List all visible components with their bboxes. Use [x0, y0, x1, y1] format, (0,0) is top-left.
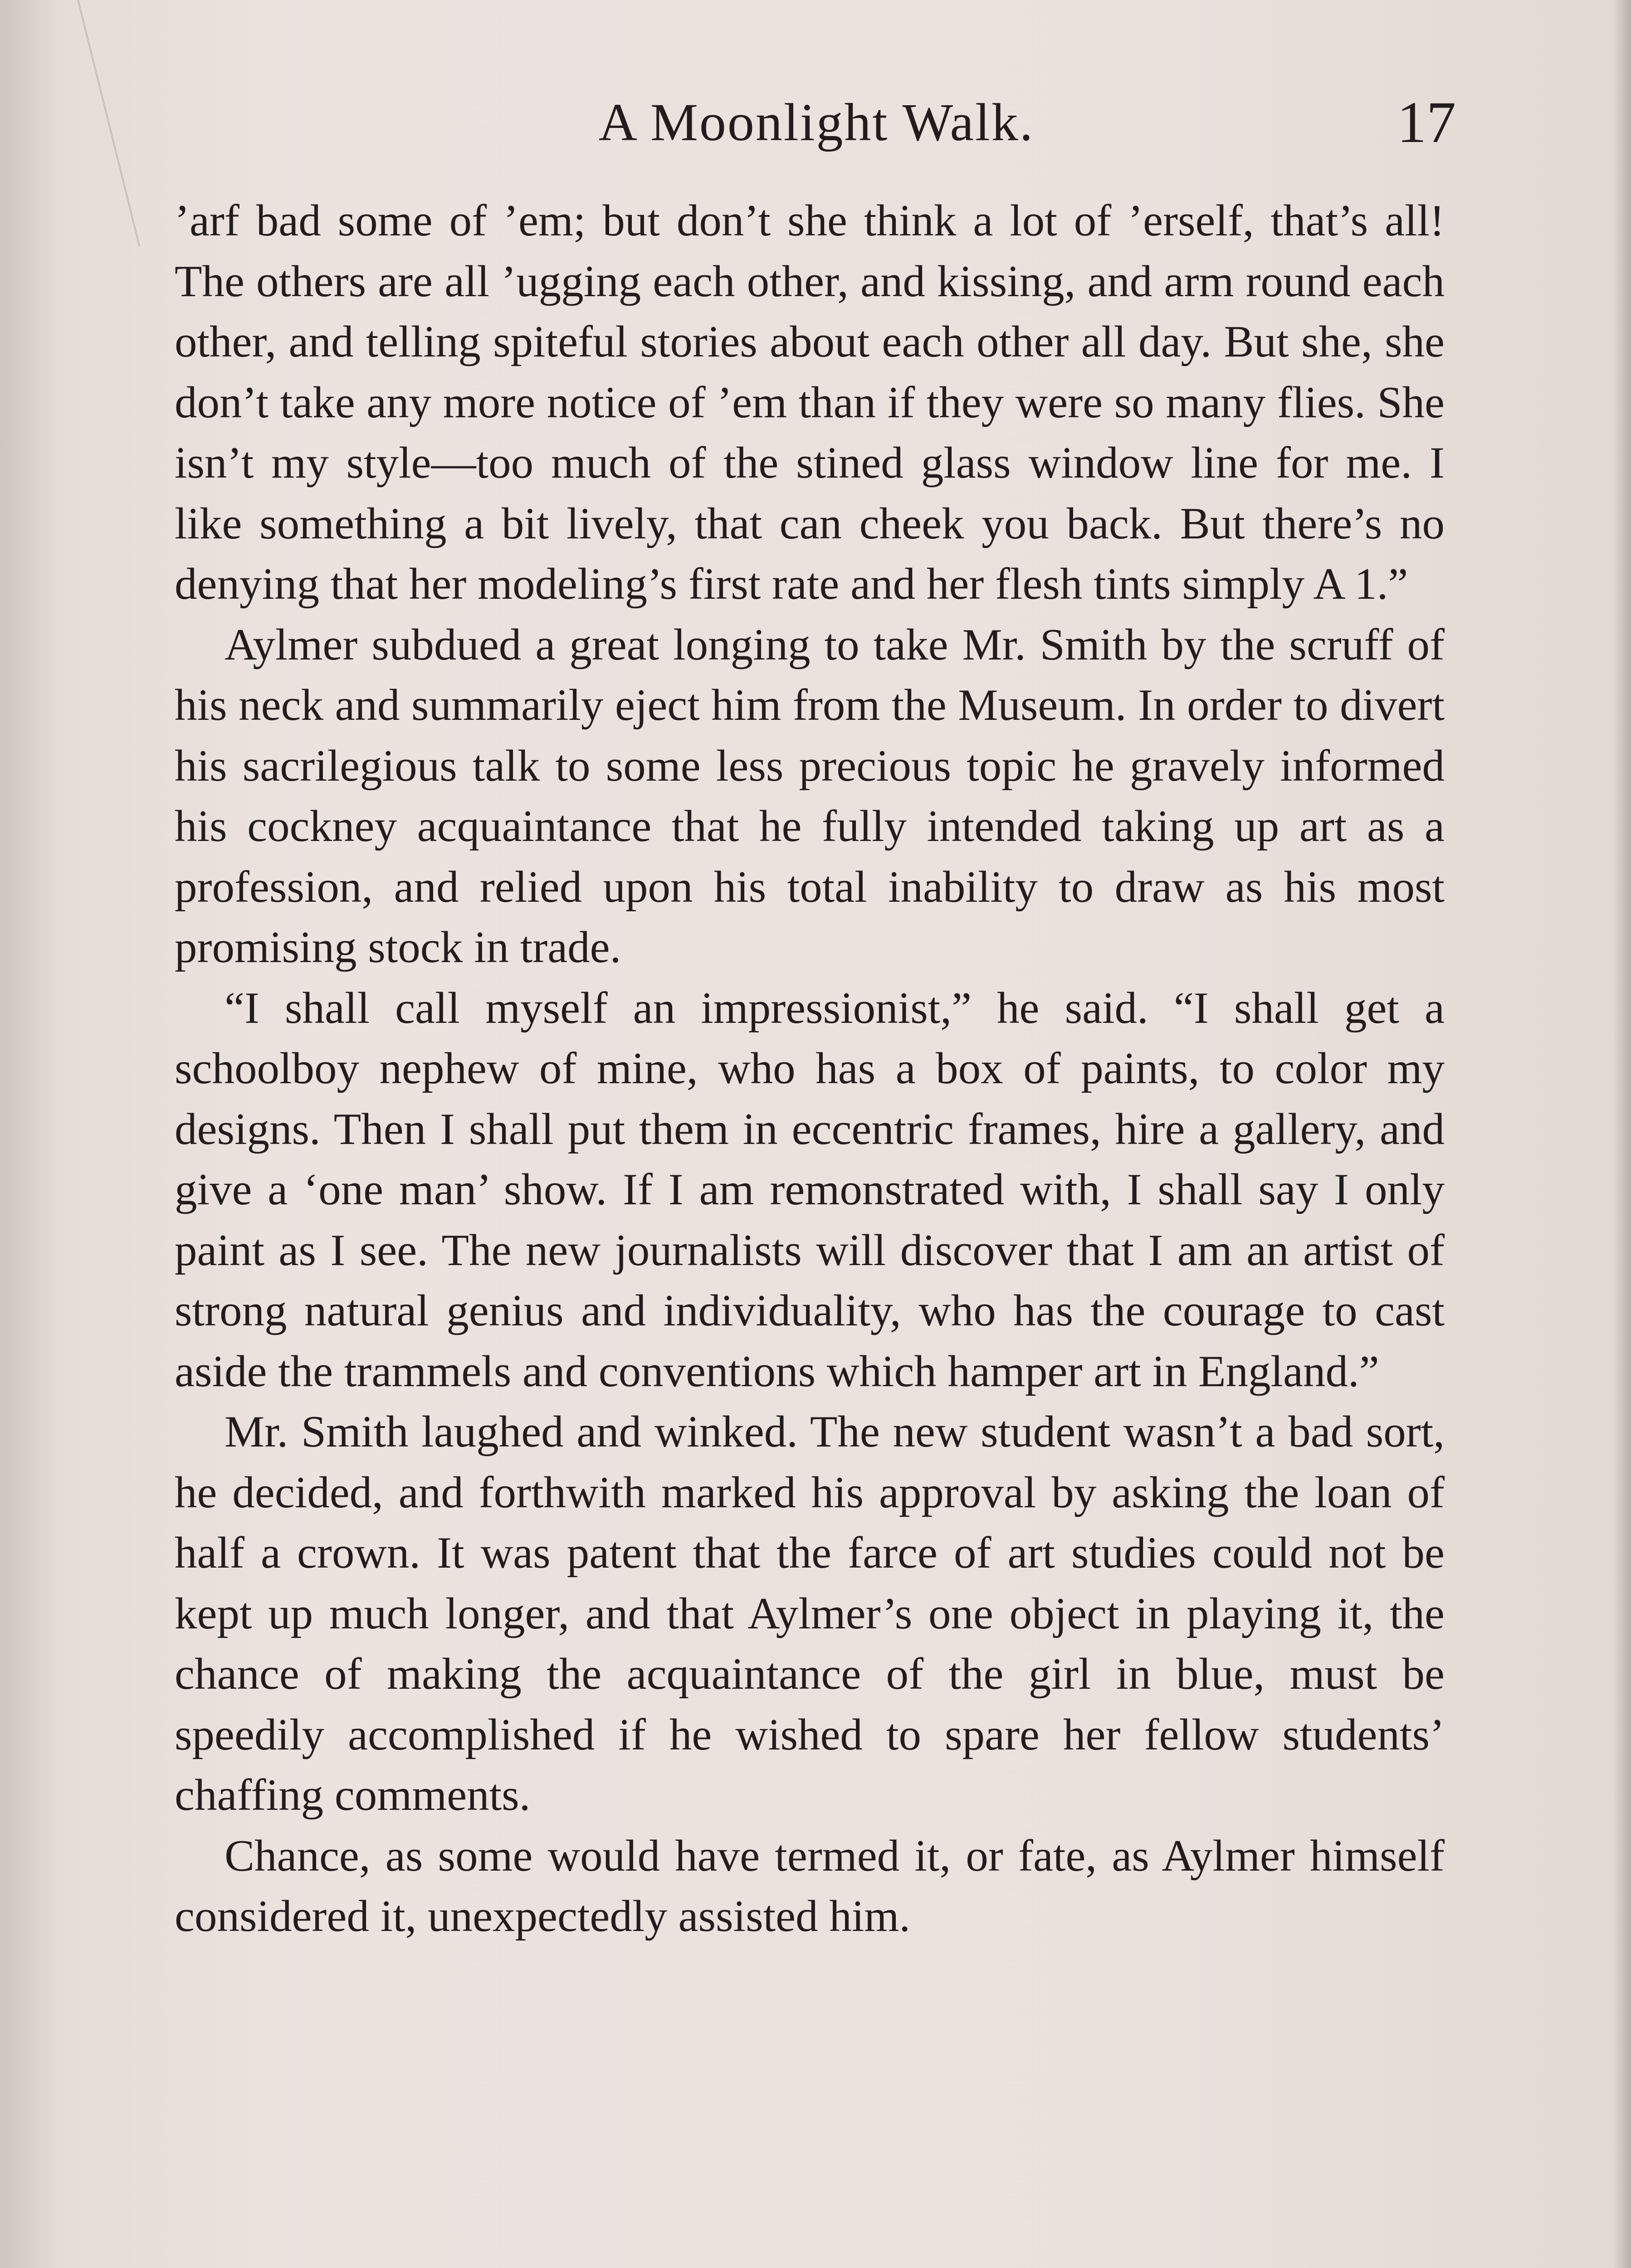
paragraph: Chance, as some would have termed it, or fate, as Aylmer himself considered it, unexpectedly assisted him.	[175, 1831, 1445, 1941]
paragraph: “I shall call myself an impressionist,” he said. “I shall get a schoolboy nephew of mine, who has a box of paints, to color my designs. Then I shall put them in eccentric frames, hire a gallery, and give a ‘one man’ show. If I am remonstrated with, I shall say I only paint as I see. The new journalists will discover that I am an artist of strong natural genius and individuality, who has the courage to cast aside the trammels and conventions which hamper art in England.”	[175, 983, 1445, 1396]
running-title: A Moonlight Walk.	[598, 93, 1035, 152]
page-number: 17	[1397, 90, 1456, 155]
paragraph-continued: ’arf bad some of ’em; but don’t she think a lot of ’erself, that’s all! The others are all ’ugging each other, and kissing, and arm round each other, and telling spiteful stories about each other all day. But she, she don’t take any more notice of ’em than if they were so many flies. She isn’t my style—too much of the stined glass window line for me. I like something a bit lively, that can cheek you back. But there’s no denying that her modeling’s first rate and her flesh tints simply A 1.”	[175, 196, 1445, 609]
page-edge-shadow	[1613, 0, 1631, 2268]
body-text	[175, 191, 1445, 1947]
paragraph: Mr. Smith laughed and winked. The new student wasn’t a bad sort, he decided, and forthwith marked his approval by asking the loan of half a crown. It was patent that the farce of art studies could not be kept up much longer, and that Aylmer’s one object in playing it, the chance of making the acquaintance of the girl in blue, must be speedily accomplished if he wished to spare her fellow students’ chaffing comments.	[175, 1407, 1445, 1820]
running-header	[0, 77, 1631, 168]
paragraph: Aylmer subdued a great longing to take Mr. Smith by the scruff of his neck and summarily eject him from the Museum. In order to divert his sacrilegious talk to some less precious topic he gravely informed his cockney acquaintance that he fully intended taking up art as a profession, and relied upon his total inability to draw as his most promising stock in trade.	[175, 620, 1445, 972]
